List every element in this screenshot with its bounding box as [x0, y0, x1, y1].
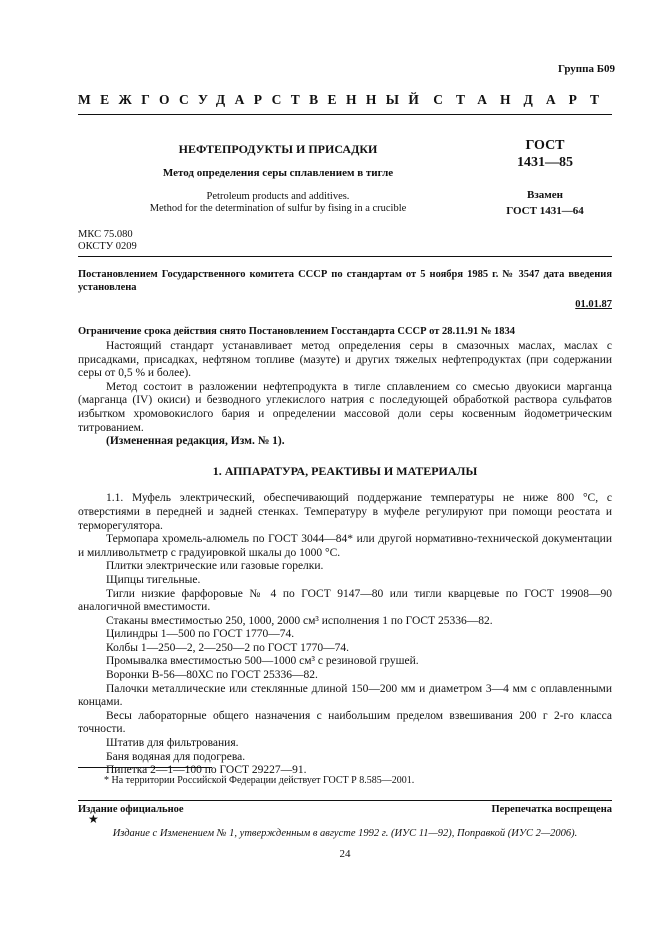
resolution-text: Постановлением Государственного комитета СССР по стандартам от 5 ноября 1985 г. № 3547 дата введения установлена — [78, 269, 612, 293]
method-paragraph: Метод состоит в разложении нефтепродукта в тигле сплавлением со смесью двуокиси марганца (марганца (IV) окиси) и безводного углекислого натрия с последующей обработкой раствора сульфатов избытком хромовокислого бария и определении массовой доли серы косвенным йодометрическим титрованием. — [78, 380, 612, 434]
gost-number: 1431—85 — [517, 155, 573, 170]
body-text — [78, 340, 612, 778]
list-item: Баня водяная для подогрева. — [106, 750, 246, 763]
english-title-line-1: Petroleum products and additives. — [206, 191, 350, 202]
list-item: Стаканы вместимостью 250, 1000, 2000 см³ исполнения 1 по ГОСТ 25336—82. — [106, 614, 493, 627]
edition-note: Издание с Изменением № 1, утвержденным в августе 1992 г. (ИУС 11—92), Поправкой (ИУС 2—2006). — [112, 828, 578, 839]
equipment-list — [78, 492, 612, 777]
banner-word-standard: СТАНДАРТ — [433, 92, 612, 107]
doc-subtitle: Метод определения серы сплавлением в тигле — [162, 167, 394, 179]
header-rule — [78, 114, 612, 115]
list-item: Палочки металлические или стеклянные длиной 150—200 мм и диаметром 3—4 мм с оплавленными концами. — [78, 682, 612, 709]
list-item: Тигли низкие фарфоровые № 4 по ГОСТ 9147—80 или тигли кварцевые по ГОСТ 19908—90 аналогичной вместимости. — [78, 587, 612, 614]
footer-rule — [78, 800, 612, 801]
english-title-line-2: Method for the determination of sulfur by fising in a crucible — [149, 203, 407, 214]
list-item: Цилиндры 1—500 по ГОСТ 1770—74. — [106, 628, 295, 641]
list-item: Весы лабораторные общего назначения с наибольшим пределом взвешивания 200 г 2-го класса точности. — [78, 709, 612, 736]
gost-label: ГОСТ — [525, 138, 565, 153]
reprint-prohibited: Перепечатка воспрещена — [491, 804, 612, 815]
star-icon: ★ — [88, 812, 99, 826]
official-edition: Издание официальное — [78, 804, 184, 815]
page-number: 24 — [339, 848, 351, 860]
list-item: Пипетка 2—1—100 по ГОСТ 29227—91. — [106, 764, 307, 777]
mks-code: МКС 75.080 — [78, 229, 133, 240]
standard-banner — [78, 92, 612, 108]
replaces-label: Взамен — [527, 189, 563, 201]
revision-note: (Измененная редакция, Изм. № 1). — [106, 435, 285, 448]
section-heading: 1. АППАРАТУРА, РЕАКТИВЫ И МАТЕРИАЛЫ — [212, 463, 478, 478]
list-item: Воронки В-56—80ХС по ГОСТ 25336—82. — [106, 669, 318, 682]
banner-word-interstate: МЕЖГОСУДАРСТВЕННЫЙ — [78, 92, 429, 107]
list-item: Промывалка вместимостью 500—1000 см³ с резиновой грушей. — [106, 655, 419, 668]
footnote-rule — [78, 767, 212, 768]
limitation-text: Ограничение срока действия снято Постановлением Госстандарта СССР от 28.11.91 № 1834 — [78, 326, 516, 337]
replaces-standard: ГОСТ 1431—64 — [506, 205, 584, 217]
resolution-block — [78, 268, 612, 338]
list-item: Плитки электрические или газовые горелки. — [106, 560, 324, 573]
list-item: Термопара хромель-алюмель по ГОСТ 3044—84* или другой нормативно-технической документации и милливольтметр с градуировкой шкалы до 1000 °С. — [78, 533, 612, 559]
codes-rule — [78, 256, 612, 257]
list-item: 1.1. Муфель электрический, обеспечивающий поддержание температуры не ниже 800 °С, с отверстиями в передней и задней стенках. Температуру в муфеле регулируют при помощи реостата и терморегулятора. — [78, 492, 612, 532]
list-item: Щипцы тигельные. — [106, 573, 201, 586]
okstu-code: ОКСТУ 0209 — [78, 241, 137, 252]
intro-paragraph: Настоящий стандарт устанавливает метод определения серы в смазочных маслах, маслах с присадками, присадках, нефтяном топливе (мазуте) и других тяжелых нефтепродуктах (при содержании серы от 0,5 % и более). — [78, 340, 612, 380]
footnote: * На территории Российской Федерации действует ГОСТ Р 8.585—2001. — [104, 775, 415, 786]
doc-title: НЕФТЕПРОДУКТЫ И ПРИСАДКИ — [178, 142, 378, 156]
list-item: Колбы 1—250—2, 2—250—2 по ГОСТ 1770—74. — [106, 641, 350, 654]
introduction-date: 01.01.87 — [575, 299, 612, 310]
list-item: Штатив для фильтрования. — [106, 737, 239, 750]
classification-codes — [78, 229, 137, 253]
group-code: Группа Б09 — [558, 63, 615, 75]
